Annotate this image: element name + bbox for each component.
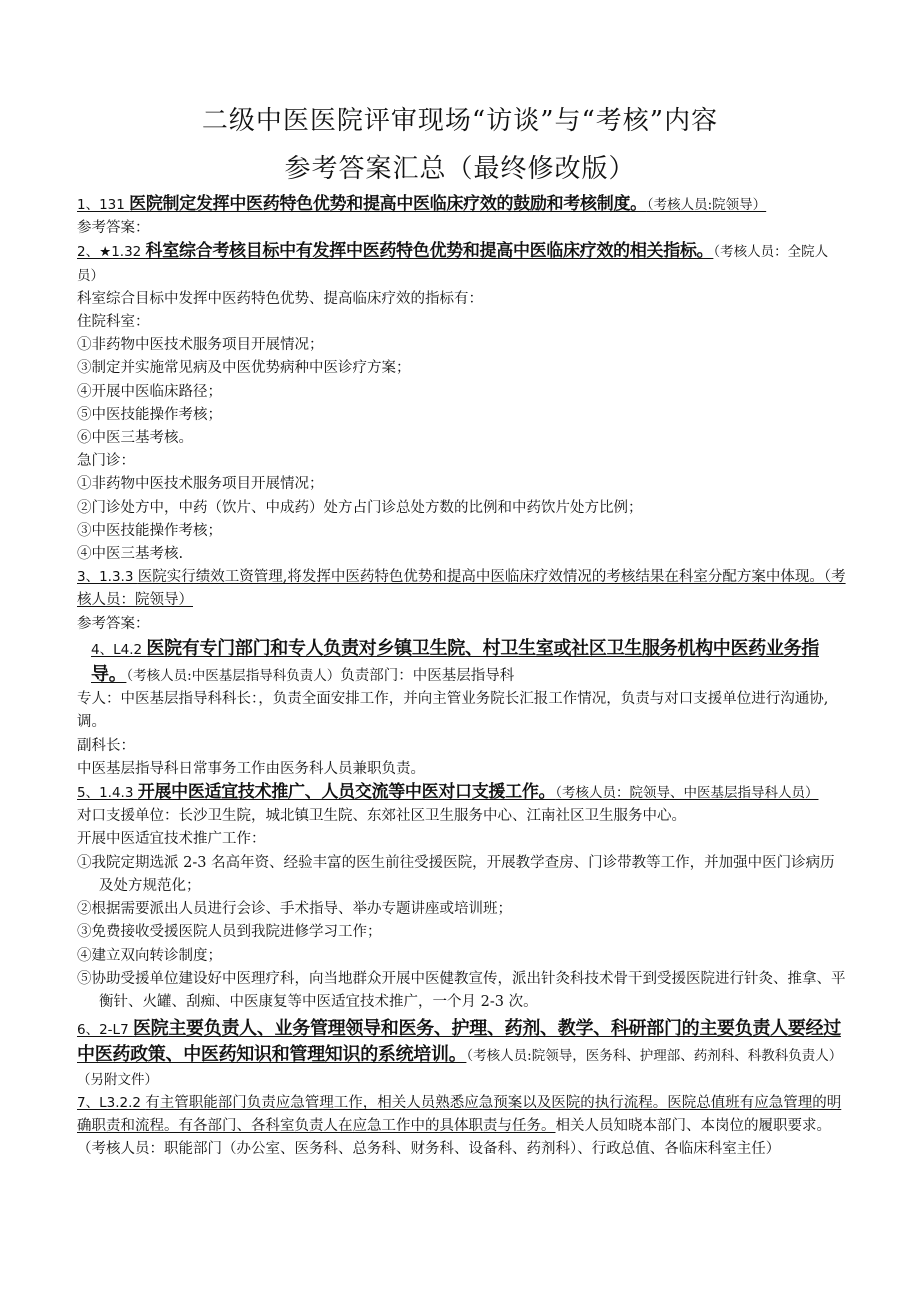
reference-answer-label: 参考答案： [77,615,150,632]
reference-answer-label: 参考答案： [77,220,150,237]
question-text: 有主管职能部门负责应急管理工作，相关人员熟悉应急预案以及医院的执行流程。医院总值班有应急管理的明确职责和流程。有各部门、各科室负责人在应急工作中的具体职责与任务。 [77,1094,842,1134]
question-text: 医院实行绩效工资管理,将发挥中医药特色优势和提高中医临床疗效情况的考核结果在科室分配方案中体现。（考核人员：院领导） [77,569,846,609]
question-number: 5、1.4.3 [77,785,138,802]
answer-line: 副科长： [77,737,135,754]
document-subtitle: 参考答案汇总（最终修改版） [284,154,636,184]
answer-line: ①非药物中医技术服务项目开展情况； [77,337,324,354]
question-7 [77,1092,847,1162]
question-number: 3、1.3.3 [77,569,138,586]
question-text: 开展中医适宜技术推广、人员交流等中医对口支援工作。 [137,782,556,803]
answer-line: ②根据需要派出人员进行会诊、手术指导、举办专题讲座或培训班； [77,901,512,918]
responsible-department: 负责部门：中医基层指导科 [340,668,515,685]
answer-line: ③中医技能操作考核； [77,522,222,539]
question-note: （考核人员:中医基层指导科负责人） [126,668,341,685]
answer-line: ④开展中医临床路径； [77,383,222,400]
answer-line: ③制定并实施常见病及中医优势病种中医诊疗方案； [77,360,411,377]
question-1 [77,193,847,217]
answer-line: ⑤中医技能操作考核； [77,406,222,423]
answer-line: ④建立双向转诊制度； [77,947,222,964]
question-number: 6、2-L7 [77,1022,133,1039]
answer-line: ②门诊处方中，中药（饮片、中成药）处方占门诊总处方数的比例和中药饮片处方比例； [77,499,643,516]
question-number: 4、L4.2 [91,641,147,658]
answer-line: 科室综合目标中发挥中医药特色优势、提高临床疗效的指标有： [77,290,483,307]
question-note: （考核人员:院领导） [646,197,767,213]
answer-line: ③免费接收受援医院人员到我院进修学习工作； [77,924,382,941]
answer-line: 中医基层指导科日常事务工作由医务科人员兼职负责。 [77,760,425,777]
question-text: 科室综合考核目标中有发挥中医药特色优势和提高中医临床疗效的相关指标。 [145,241,714,262]
question-note: （考核人员：全院人员） [77,244,829,284]
question-4 [77,636,847,688]
question-6 [77,1016,847,1092]
answer-line: ①非药物中医技术服务项目开展情况； [77,476,324,493]
question-note: （考核人员：院领导、中医基层指导科人员） [555,785,819,802]
question-note: 相关人员知晓本部门、本岗位的履职要求。（考核人员：职能部门（办公室、医务科、总务科、财务科、设备科、药剂科）、行政总值、各临床科室主任） [77,1117,831,1158]
answer-line: 住院科室： [77,314,150,331]
document-title: 二级中医医院评审现场“访谈”与“考核”内容 [201,106,719,136]
answer-line: ⑤协助受援单位建设好中医理疗科，向当地群众开展中医健教宣传，派出针灸科技术骨干到受援医院进行针灸、推拿、平衡针、火罐、刮痴、中医康复等中医适宜技术推广，一个月 2-3 次。 [77,970,846,1010]
question-number: 7、L3.2.2 [77,1094,146,1111]
question-text: 医院有专门部门和专人负责对乡镇卫生院、村卫生室或社区卫生服务机构中医药业务指导。 [91,637,819,686]
question-3 [77,566,847,612]
answer-line: 专人：中医基层指导科科长：，负责全面安排工作，并向主管业务院长汇报工作情况，负责与对口支援单位进行沟通协, 调。 [77,691,829,731]
question-2 [77,240,847,287]
question-text: 医院制定发挥中医药特色优势和提高中医临床疗效的鼓励和考核制度。 [129,194,647,214]
document-body [77,193,847,1161]
question-note: （考核人员:院领导，医务科、护理部、药剂科、科教科负责人）（另附文件） [77,1048,843,1088]
answer-line: 急门诊： [77,453,135,470]
answer-line: ④中医三基考核. [77,546,184,563]
question-number: 2、★1.32 [77,244,146,261]
answer-line: 对口支援单位：长沙卫生院，城北镇卫生院、东郊社区卫生服务中心、江南社区卫生服务中心。 [77,808,686,825]
answer-line: 开展中医适宜技术推广工作： [77,831,266,848]
question-5 [77,781,847,805]
question-number: 1、131 [77,197,130,213]
answer-line: ①我院定期选派 2-3 名高年资、经验丰富的医生前往受援医院，开展教学查房、门诊带教等工作，并加强中医门诊病历及处方规范化； [77,854,835,894]
question-text: 医院主要负责人、业务管理领导和医务、护理、药剂、教学、科研部门的主要负责人要经过中医药政策、中医药知识和管理知识的系统培训。 [77,1018,841,1066]
answer-line: ⑥中医三基考核。 [77,430,193,447]
